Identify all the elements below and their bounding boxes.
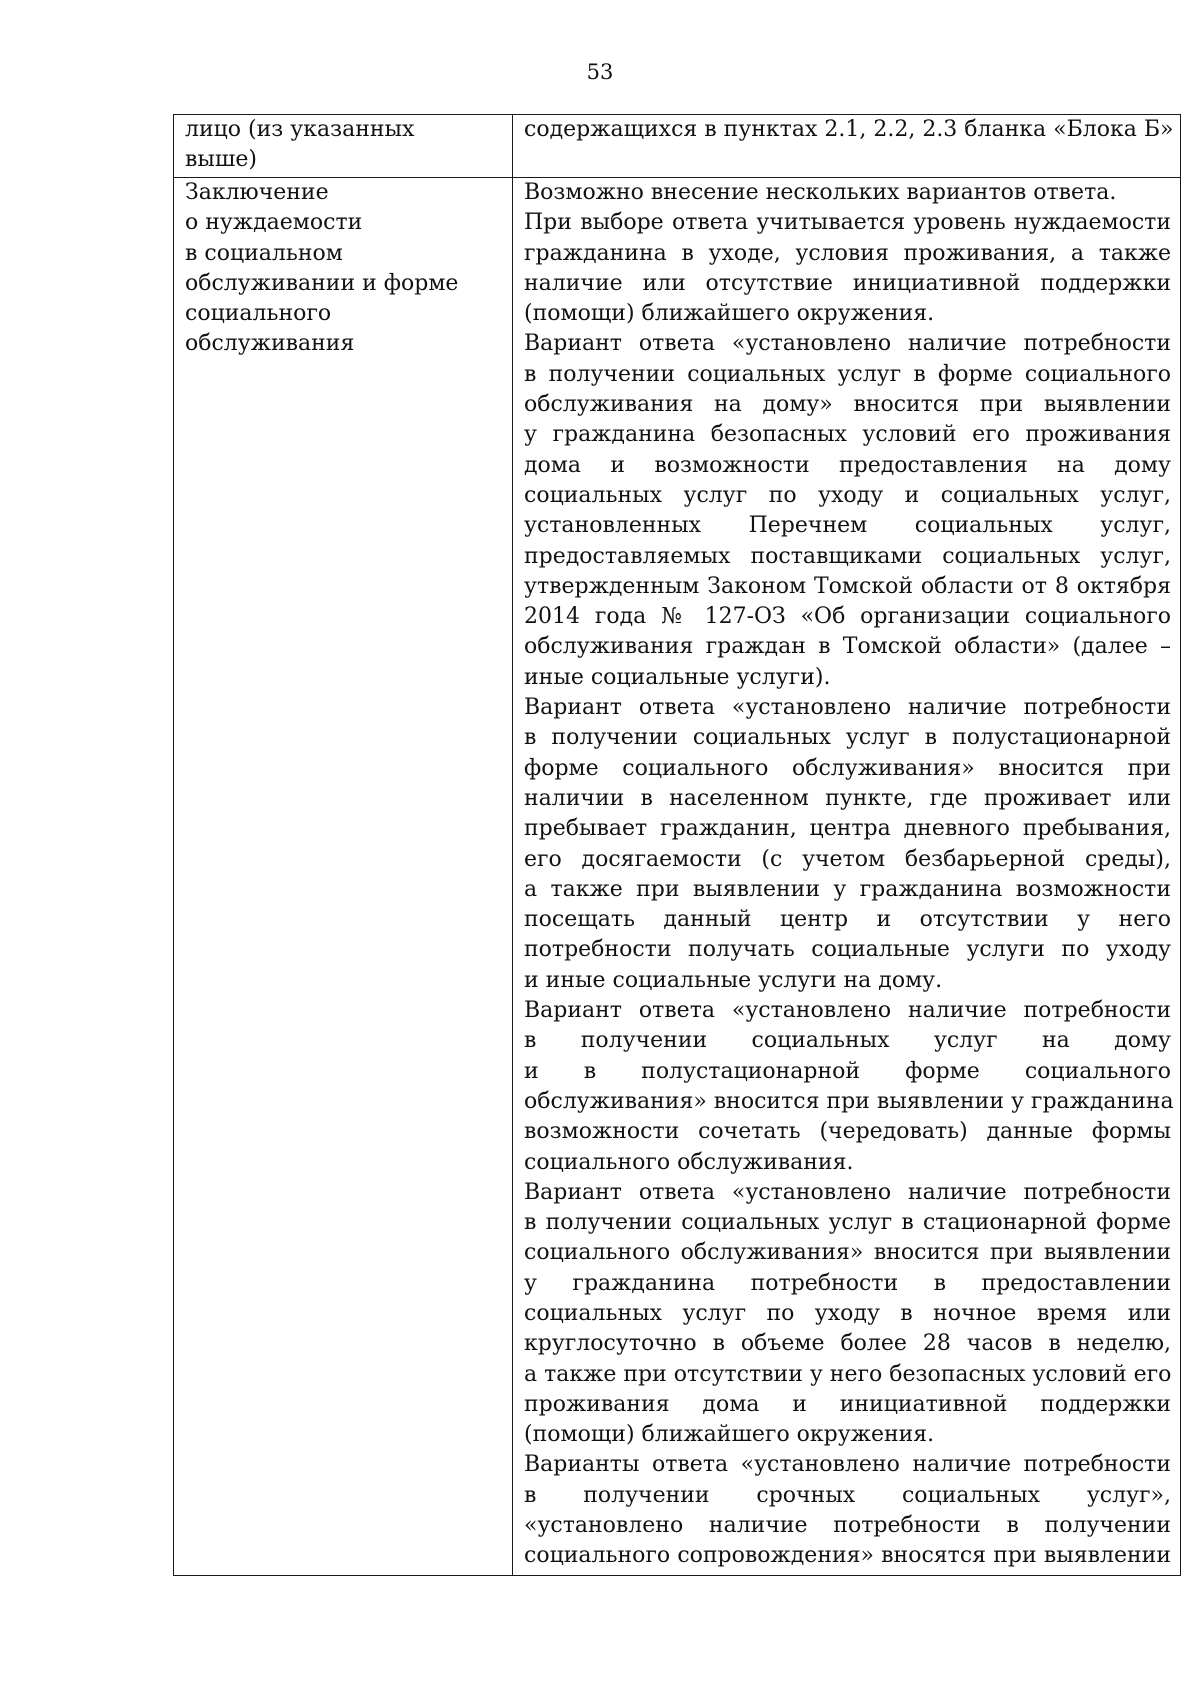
paragraph: [524, 329, 1171, 693]
paragraph-line: посещать данный центр и отсутствии у него: [524, 907, 1171, 933]
paragraph-line: а также при выявлении у гражданина возможности: [524, 876, 1171, 902]
paragraph: [524, 178, 1171, 208]
paragraph-line: предоставляемых поставщиками социальных услуг,: [524, 543, 1171, 569]
paragraph-line: социального обслуживания» вносится при выявлении: [524, 1240, 1171, 1266]
explanation-text: [524, 178, 1174, 1572]
paragraph-line: (помощи) ближайшего окружения.: [524, 1422, 935, 1448]
document-table: [173, 114, 1181, 1576]
conclusion-label: [185, 178, 503, 360]
paragraph-line: форме социального обслуживания» вносится при: [524, 755, 1171, 781]
paragraph-line: у гражданина потребности в предоставлении: [524, 1270, 1171, 1296]
paragraph-line: дома и возможности предоставления на дому: [524, 452, 1171, 478]
paragraph-line: Варианты ответа «установлено наличие потребности: [524, 1452, 1171, 1478]
table-cell-left: [174, 115, 513, 178]
table-cell-left: [174, 178, 513, 1576]
paragraph-line: в получении срочных социальных услуг»,: [524, 1482, 1171, 1508]
table-row: [174, 178, 1181, 1576]
paragraph-line: в получении социальных услуг в стационарной форме: [524, 1210, 1171, 1236]
paragraph-line: социальных услуг по уходу и социальных услуг,: [524, 482, 1171, 508]
table-cell-right: [513, 115, 1181, 178]
paragraph-line: у гражданина безопасных условий его проживания: [524, 422, 1171, 448]
cell-text-line: Заключение: [185, 180, 329, 205]
paragraph-line: гражданина в уходе, условия проживания, а также: [524, 240, 1171, 266]
cell-text-line: о нуждаемости: [185, 210, 363, 236]
paragraph-line: Возможно внесение нескольких вариантов ответа.: [524, 180, 1117, 205]
cell-text-line: обслуживании и форме: [185, 270, 459, 296]
paragraph: [524, 693, 1171, 996]
cell-text-line: лицо (из указанных: [185, 117, 415, 142]
paragraph-line: 2014 года № 127-ОЗ «Об организации социального: [524, 604, 1171, 630]
paragraph-line: социальных услуг по уходу в ночное время или: [524, 1300, 1171, 1326]
paragraph-line: При выборе ответа учитывается уровень нуждаемости: [524, 210, 1171, 236]
paragraph-line: и в полустационарной форме социального: [524, 1058, 1171, 1084]
paragraph-line: обслуживания» вносится при выявлении у гражданина: [524, 1088, 1174, 1114]
paragraph: [524, 208, 1171, 329]
paragraph-line: возможности сочетать (чередовать) данные формы: [524, 1119, 1171, 1145]
paragraph-line: наличие или отсутствие инициативной поддержки: [524, 270, 1171, 296]
paragraph: [524, 1178, 1171, 1451]
paragraph-line: а также при отсутствии у него безопасных условий его: [524, 1361, 1172, 1387]
paragraph-line: в получении социальных услуг в форме социального: [524, 361, 1171, 387]
cell-text-line: обслуживания: [185, 331, 355, 357]
paragraph-line: утвержденным Законом Томской области от 8 октября: [524, 573, 1171, 599]
paragraph-line: (помощи) ближайшего окружения.: [524, 301, 935, 327]
paragraph-line: Вариант ответа «установлено наличие потребности: [524, 1179, 1171, 1205]
paragraph-line: в получении социальных услуг на дому: [524, 1028, 1171, 1054]
paragraph-line: потребности получать социальные услуги по уходу: [524, 937, 1171, 963]
paragraph-line: социального обслуживания.: [524, 1149, 854, 1175]
paragraph-line: обслуживания граждан в Томской области» (далее –: [524, 634, 1171, 660]
paragraph-line: Вариант ответа «установлено наличие потребности: [524, 695, 1171, 721]
paragraph-line: социального сопровождения» вносятся при выявлении: [524, 1543, 1171, 1569]
table-row: [174, 115, 1181, 178]
paragraph: [524, 996, 1174, 1178]
paragraph-line: пребывает гражданин, центра дневного пребывания,: [524, 816, 1171, 842]
paragraph-line: «установлено наличие потребности в получении: [524, 1513, 1171, 1539]
paragraph-line: Вариант ответа «установлено наличие потребности: [524, 998, 1171, 1024]
cell-text-line: в социальном: [185, 240, 343, 266]
paragraph-line: обслуживания на дому» вносится при выявлении: [524, 392, 1171, 418]
paragraph-line: круглосуточно в объеме более 28 часов в неделю,: [524, 1331, 1171, 1357]
paragraph-line: Вариант ответа «установлено наличие потребности: [524, 331, 1171, 357]
cell-text-line: социального: [185, 301, 332, 327]
paragraph: [524, 1450, 1171, 1571]
paragraph-line: установленных Перечнем социальных услуг,: [524, 513, 1171, 539]
paragraph-line: иные социальные услуги).: [524, 664, 831, 690]
paragraph-line: в получении социальных услуг в полустационарной: [524, 725, 1171, 751]
paragraph-line: его досягаемости (с учетом безбарьерной среды),: [524, 846, 1171, 872]
paragraph-line: проживания дома и инициативной поддержки: [524, 1391, 1171, 1417]
paragraph-line: и иные социальные услуги на дому.: [524, 967, 943, 993]
cell-text-line: содержащихся в пунктах 2.1, 2.2, 2.3 бланка «Блока Б»: [524, 117, 1174, 142]
paragraph-line: наличии в населенном пункте, где проживает или: [524, 785, 1171, 811]
table-cell-right: [513, 178, 1181, 1576]
cell-text-line: выше): [185, 147, 257, 173]
page-number: 53: [586, 60, 614, 84]
